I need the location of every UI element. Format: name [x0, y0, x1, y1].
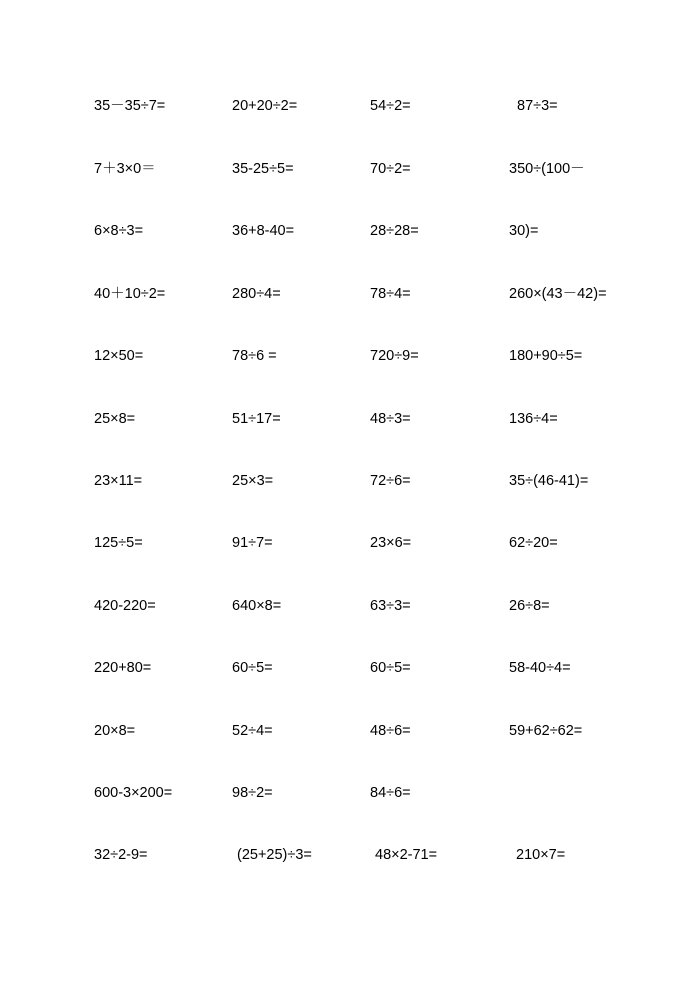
problem-cell: 48÷3= — [370, 411, 411, 427]
problem-cell: 30)= — [509, 223, 539, 239]
problem-cell: 35－35÷7= — [94, 98, 166, 114]
problem-cell: 25×3= — [232, 473, 274, 489]
problem-cell: 25×8= — [94, 411, 136, 427]
problem-cell: 640×8= — [232, 598, 282, 614]
problem-cell: 59+62÷62= — [509, 723, 583, 739]
problem-cell: 98÷2= — [232, 785, 273, 801]
problem-cell: 58-40÷4= — [509, 660, 571, 676]
problem-cell: 91÷7= — [232, 535, 273, 551]
problem-cell: 23×11= — [94, 473, 143, 489]
problem-cell: 60÷5= — [370, 660, 411, 676]
problem-cell: 20+20÷2= — [232, 98, 298, 114]
problem-cell: 20×8= — [94, 723, 136, 739]
problem-cell: 210×7= — [516, 847, 566, 863]
problem-cell: 60÷5= — [232, 660, 273, 676]
problem-cell: 48×2-71= — [375, 847, 438, 863]
problem-cell: 78÷6 = — [232, 348, 277, 364]
problem-cell: 35-25÷5= — [232, 161, 294, 177]
problem-cell: 7＋3×0＝ — [94, 161, 156, 177]
problem-cell: 220+80= — [94, 660, 152, 676]
problem-cell: 720÷9= — [370, 348, 419, 364]
problem-cell: 420-220= — [94, 598, 156, 614]
problem-cell: 35÷(46-41)= — [509, 473, 589, 489]
problem-cell: (25+25)÷3= — [237, 847, 312, 863]
problem-cell: 78÷4= — [370, 286, 411, 302]
problem-cell: 280÷4= — [232, 286, 281, 302]
problem-cell: 63÷3= — [370, 598, 411, 614]
problem-cell: 84÷6= — [370, 785, 411, 801]
problem-cell: 600-3×200= — [94, 785, 173, 801]
problem-cell: 72÷6= — [370, 473, 411, 489]
problem-cell: 6×8÷3= — [94, 223, 144, 239]
problem-cell: 52÷4= — [232, 723, 273, 739]
problem-cell: 62÷20= — [509, 535, 558, 551]
problem-cell: 26÷8= — [509, 598, 550, 614]
problem-cell: 23×6= — [370, 535, 412, 551]
problem-cell: 87÷3= — [517, 98, 558, 114]
problem-cell: 180+90÷5= — [509, 348, 583, 364]
problem-cell: 136÷4= — [509, 411, 558, 427]
problem-cell: 70÷2= — [370, 161, 411, 177]
problem-cell: 12×50= — [94, 348, 144, 364]
problem-cell: 40＋10÷2= — [94, 286, 166, 302]
problem-cell: 32÷2-9= — [94, 847, 148, 863]
problem-cell: 51÷17= — [232, 411, 281, 427]
problem-cell: 54÷2= — [370, 98, 411, 114]
problem-cell: 350÷(100－ — [509, 161, 585, 177]
problem-cell: 260×(43－42)= — [509, 286, 607, 302]
problem-cell: 36+8-40= — [232, 223, 295, 239]
problem-cell: 28÷28= — [370, 223, 419, 239]
problem-cell: 125÷5= — [94, 535, 143, 551]
problem-cell: 48÷6= — [370, 723, 411, 739]
